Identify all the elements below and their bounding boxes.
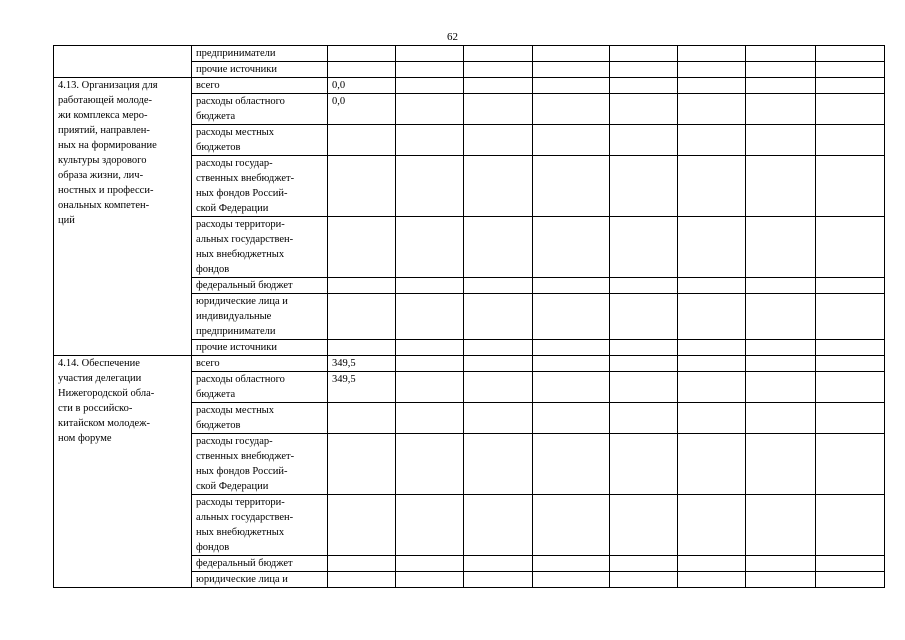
value-cell (464, 556, 533, 572)
text-line: бюджета (196, 111, 236, 122)
value-cell (816, 294, 885, 340)
value-cell (816, 78, 885, 94)
text-line: расходы территори- (196, 219, 285, 230)
text-line: расходы государ- (196, 436, 273, 447)
value-cell (816, 495, 885, 556)
value-cell (533, 434, 610, 495)
value-cell (816, 556, 885, 572)
value-cell (464, 434, 533, 495)
text-line: ностных и професси- (58, 185, 154, 196)
value-cell: 349,5 (328, 356, 396, 372)
text-line: федеральный бюджет (196, 558, 293, 569)
value-cell (610, 62, 678, 78)
funding-source-cell (192, 294, 328, 340)
value-cell: 0,0 (328, 94, 396, 125)
value-cell (746, 94, 816, 125)
value-cell (746, 372, 816, 403)
value-cell (396, 125, 464, 156)
value-cell (610, 294, 678, 340)
value-cell (746, 556, 816, 572)
value-cell (533, 156, 610, 217)
value-cell (396, 340, 464, 356)
value-cell (464, 46, 533, 62)
text-line: расходы местных (196, 127, 274, 138)
value-cell (816, 46, 885, 62)
value-cell (328, 46, 396, 62)
value-cell (328, 217, 396, 278)
value-cell (678, 125, 746, 156)
value-cell (610, 46, 678, 62)
funding-source-cell (192, 340, 328, 356)
funding-source-cell (192, 125, 328, 156)
value-cell (328, 556, 396, 572)
text-line: ственных внебюджет- (196, 451, 295, 462)
text-line: ных фондов Россий- (196, 188, 288, 199)
table-row (54, 46, 885, 62)
text-line: ных фондов Россий- (196, 466, 288, 477)
value-cell (533, 495, 610, 556)
value-cell (678, 495, 746, 556)
value-cell (746, 294, 816, 340)
text-line: расходы территори- (196, 497, 285, 508)
value-cell (678, 46, 746, 62)
text-line: расходы местных (196, 405, 274, 416)
value-cell (678, 556, 746, 572)
text-line: образа жизни, лич- (58, 170, 144, 181)
value-cell (328, 62, 396, 78)
value-cell (396, 294, 464, 340)
value-cell (533, 356, 610, 372)
text-line: бюджета (196, 389, 236, 400)
text-line: китайском молодеж- (58, 418, 150, 429)
value-cell (816, 572, 885, 588)
text-line: предприниматели (196, 48, 276, 59)
value-cell (678, 403, 746, 434)
text-line: расходы областного (196, 374, 285, 385)
value-cell (464, 62, 533, 78)
value-cell (816, 356, 885, 372)
value-cell (610, 125, 678, 156)
value-cell (678, 156, 746, 217)
value-cell (328, 495, 396, 556)
value-cell (396, 403, 464, 434)
text-line: ных на формирование (58, 140, 157, 151)
value-cell (464, 572, 533, 588)
value-cell (816, 156, 885, 217)
value-cell (328, 125, 396, 156)
value-cell (816, 372, 885, 403)
value-cell (328, 434, 396, 495)
text-line: жи комплекса меро- (58, 110, 148, 121)
value-cell (678, 62, 746, 78)
text-line: юридические лица и (196, 574, 288, 585)
value-cell (533, 340, 610, 356)
value-cell (746, 434, 816, 495)
value-cell (816, 278, 885, 294)
value-cell (746, 340, 816, 356)
value-cell: 0,0 (328, 78, 396, 94)
value-cell (746, 403, 816, 434)
value-cell (678, 572, 746, 588)
value-cell (396, 434, 464, 495)
text-line: работающей молоде- (58, 95, 153, 106)
text-line: бюджетов (196, 142, 241, 153)
value-cell (816, 125, 885, 156)
value-cell (396, 62, 464, 78)
text-line: всего (196, 358, 220, 369)
funding-source-cell (192, 495, 328, 556)
value-cell (396, 356, 464, 372)
value-cell: 349,5 (328, 372, 396, 403)
text-line: 4.13. Организация для (58, 80, 158, 91)
value-cell (328, 156, 396, 217)
value-cell (533, 294, 610, 340)
value-cell (328, 294, 396, 340)
text-line: ской Федерации (196, 203, 269, 214)
text-line: 4.14. Обеспечение (58, 358, 140, 369)
text-line: бюджетов (196, 420, 241, 431)
value-cell (610, 372, 678, 403)
value-cell (816, 94, 885, 125)
value-cell (610, 340, 678, 356)
value-cell (678, 356, 746, 372)
text-line: сти в российско- (58, 403, 133, 414)
value-cell (328, 572, 396, 588)
value-cell (464, 340, 533, 356)
value-cell (464, 356, 533, 372)
text-line: культуры здорового (58, 155, 147, 166)
value-cell (464, 125, 533, 156)
value-cell (396, 572, 464, 588)
text-line: юридические лица и (196, 296, 288, 307)
funding-source-cell (192, 62, 328, 78)
value-cell (328, 403, 396, 434)
value-cell (678, 78, 746, 94)
text-line: альных государствен- (196, 234, 294, 245)
value-cell (746, 572, 816, 588)
value-cell (396, 94, 464, 125)
value-cell (396, 156, 464, 217)
value-cell (678, 294, 746, 340)
value-cell (464, 217, 533, 278)
text-line: приятий, направлен- (58, 125, 150, 136)
text-line: ных внебюджетных (196, 249, 285, 260)
funding-source-cell (192, 403, 328, 434)
value-cell (533, 572, 610, 588)
funding-source-cell (192, 46, 328, 62)
value-cell (328, 340, 396, 356)
value-cell (610, 278, 678, 294)
value-cell (678, 94, 746, 125)
table-row (54, 356, 885, 372)
text-line: фондов (196, 542, 230, 553)
value-cell (533, 217, 610, 278)
value-cell (746, 62, 816, 78)
value-cell (533, 46, 610, 62)
value-cell (678, 434, 746, 495)
value-cell (464, 94, 533, 125)
text-line: фондов (196, 264, 230, 275)
value-cell (610, 434, 678, 495)
value-cell (746, 356, 816, 372)
funding-source-cell (192, 372, 328, 403)
text-line: предприниматели (196, 326, 276, 337)
value-cell (396, 217, 464, 278)
value-cell (746, 125, 816, 156)
value-cell (464, 403, 533, 434)
value-cell (610, 156, 678, 217)
text-line: федеральный бюджет (196, 280, 293, 291)
value-cell (678, 372, 746, 403)
value-cell (396, 78, 464, 94)
value-cell (610, 356, 678, 372)
text-line: участия делегации (58, 373, 142, 384)
measure-name-cell (54, 356, 192, 588)
text-line: альных государствен- (196, 512, 294, 523)
value-cell (610, 217, 678, 278)
value-cell (533, 62, 610, 78)
value-cell (533, 78, 610, 94)
value-cell (464, 156, 533, 217)
value-cell (610, 94, 678, 125)
measure-name-cell (54, 78, 192, 356)
funding-source-cell (192, 572, 328, 588)
page-number: 62 (447, 31, 458, 43)
funding-source-cell (192, 434, 328, 495)
value-cell (396, 495, 464, 556)
value-cell (746, 278, 816, 294)
funding-source-cell (192, 94, 328, 125)
text-line: ций (58, 215, 75, 226)
value-cell (396, 556, 464, 572)
text-line: прочие источники (196, 64, 277, 75)
budget-table (53, 45, 885, 588)
text-line: ональных компетен- (58, 200, 150, 211)
measure-name-cell (54, 46, 192, 78)
value-cell (396, 372, 464, 403)
table-body (54, 46, 885, 588)
text-line: ных внебюджетных (196, 527, 285, 538)
value-cell (746, 78, 816, 94)
value-cell (816, 403, 885, 434)
value-cell (746, 217, 816, 278)
value-cell (328, 278, 396, 294)
value-cell (610, 556, 678, 572)
text-line: расходы государ- (196, 158, 273, 169)
funding-source-cell (192, 156, 328, 217)
value-cell (678, 340, 746, 356)
value-cell (464, 78, 533, 94)
value-cell (816, 217, 885, 278)
value-cell (533, 125, 610, 156)
value-cell (396, 46, 464, 62)
value-cell (610, 572, 678, 588)
value-cell (533, 94, 610, 125)
text-line: всего (196, 80, 220, 91)
text-line: ном форуме (58, 433, 112, 444)
funding-source-cell (192, 556, 328, 572)
value-cell (678, 278, 746, 294)
value-cell (464, 372, 533, 403)
text-line: прочие источники (196, 342, 277, 353)
value-cell (396, 278, 464, 294)
value-cell (610, 403, 678, 434)
value-cell (816, 62, 885, 78)
text-line: индивидуальные (196, 311, 272, 322)
table-row (54, 78, 885, 94)
funding-source-cell (192, 217, 328, 278)
value-cell (746, 46, 816, 62)
value-cell (533, 372, 610, 403)
funding-source-cell (192, 78, 328, 94)
funding-source-cell (192, 356, 328, 372)
text-line: расходы областного (196, 96, 285, 107)
funding-source-cell (192, 278, 328, 294)
value-cell (464, 294, 533, 340)
value-cell (816, 434, 885, 495)
value-cell (678, 217, 746, 278)
value-cell (816, 340, 885, 356)
text-line: Нижегородской обла- (58, 388, 155, 399)
value-cell (464, 278, 533, 294)
value-cell (533, 278, 610, 294)
text-line: ской Федерации (196, 481, 269, 492)
text-line: ственных внебюджет- (196, 173, 295, 184)
value-cell (533, 403, 610, 434)
value-cell (610, 78, 678, 94)
value-cell (610, 495, 678, 556)
value-cell (746, 495, 816, 556)
value-cell (464, 495, 533, 556)
value-cell (533, 556, 610, 572)
value-cell (746, 156, 816, 217)
